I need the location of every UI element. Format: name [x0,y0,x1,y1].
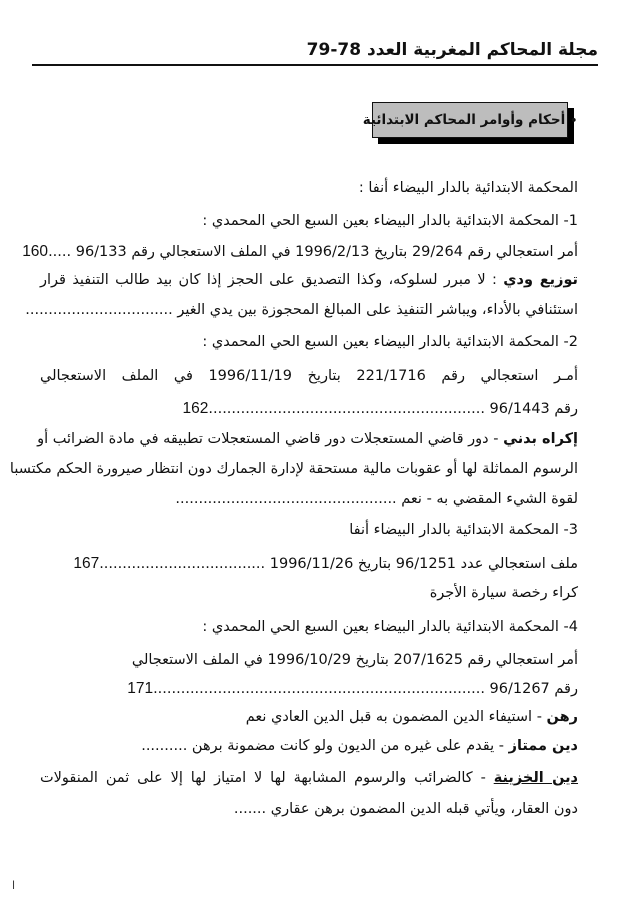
keyword-line [40,268,578,292]
keyword-text: : لا مبرر لسلوكه، وكذا التصديق على الحجز إذا كان بيد طالب التنفيذ قرار [40,272,497,288]
page-number: 160 [22,243,49,260]
keyword-line [40,705,578,729]
page-number: 171 [127,680,154,697]
court-subheading-1: 1- المحكمة الابتدائية بالدار البيضاء بعين السبع الحي المحمدي : [202,213,578,229]
toc-entry-2: أمـر استعجالي رقم 221/1716 بتاريخ 1996/11/19 في الملف الاستعجالي [40,368,578,384]
page-mark: ا [12,879,16,892]
page-number: 167 [73,555,100,572]
keyword: دين ممتاز [508,738,578,754]
leader-dots: .................................... [99,556,266,572]
keyword-continuation [40,487,578,511]
leader-dots: ....... [233,801,267,817]
keyword: إكراه بدني [503,431,578,447]
journal-title: مجلة المحاكم المغربية العدد 78-79 [306,40,598,60]
leader-dots: ................................................ [175,491,397,507]
leader-dots: ............................................................ [208,401,485,417]
page-header [32,40,598,66]
court-subheading-4: 4- المحكمة الابتدائية بالدار البيضاء بعين السبع الحي المحمدي : [202,619,578,635]
entry-text: استئنافي بالأداء، ويباشر التنفيذ على المبالغ المحجوزة بين يدي الغير [177,302,578,318]
entry-text: أمر استعجالي رقم 29/264 بتاريخ 1996/2/13 في الملف الاستعجالي رقم 96/133 [75,244,578,260]
court-subheading-3: 3- المحكمة الابتدائية بالدار البيضاء أنفا [349,522,578,538]
keyword-line [40,766,578,790]
section-heading-box [362,102,578,138]
bullet-icon: • [570,113,578,127]
keyword-text: - دور قاضي المستعجلات دور قاضي المستعجلات تطبيقه في مادة الضرائب أو [37,431,499,447]
toc-entry-4-continuation [40,677,578,701]
keyword: توزيع ودي [503,272,579,288]
leader-dots: ........................................................................ [153,681,485,697]
court-subheading-2: 2- المحكمة الابتدائية بالدار البيضاء بعين السبع الحي المحمدي : [202,334,578,350]
keyword-continuation [40,797,578,821]
entry-text: لقوة الشيء المقضي به - نعم [401,491,578,507]
keyword-continuation: الرسوم المماثلة لها أو عقوبات مالية مستحقة لإدارة الجمارك دون انتظار صيرورة الحكم مكتسبا [9,461,578,477]
keyword: دين الخزينة [493,770,579,786]
page-number: 162 [182,400,209,417]
toc-entry-4: أمر استعجالي رقم 207/1625 بتاريخ 1996/10/29 في الملف الاستعجالي [131,652,578,668]
entry-text: دون العقار، ويأتي قبله الدين المضمون برهن عقاري [270,801,578,817]
keyword-text: - استيفاء الدين المضمون به قبل الدين العادي نعم [245,709,542,725]
toc-entry-1 [22,240,578,264]
keyword-continuation [25,298,578,322]
keyword-text: - يقدم على غيره من الديون ولو كانت مضمونة برهن [191,738,504,754]
topic-line: كراء رخصة سيارة الأجرة [429,585,578,601]
keyword-line [40,734,578,758]
entry-text: رقم 96/1443 [489,401,578,417]
court-heading: المحكمة الابتدائية بالدار البيضاء أنفا : [358,180,578,196]
keyword-text: - كالضرائب والرسوم المشابهة لها لا امتياز لها إلا على ثمن المنقولات [40,770,486,786]
leader-dots: ................................ [25,302,173,318]
keyword-line [37,427,578,451]
entry-text: رقم 96/1267 [489,681,578,697]
toc-entry-3 [40,552,578,576]
keyword: رهن [546,709,578,725]
leader-dots: .......... [141,738,188,754]
section-title: أحكام وأوامر المحاكم الابتدائية [362,112,566,128]
leader-dots: ..... [48,244,72,260]
toc-entry-2-continuation [40,397,578,421]
entry-text: ملف استعجالي عدد 96/1251 بتاريخ 1996/11/26 [269,556,578,572]
